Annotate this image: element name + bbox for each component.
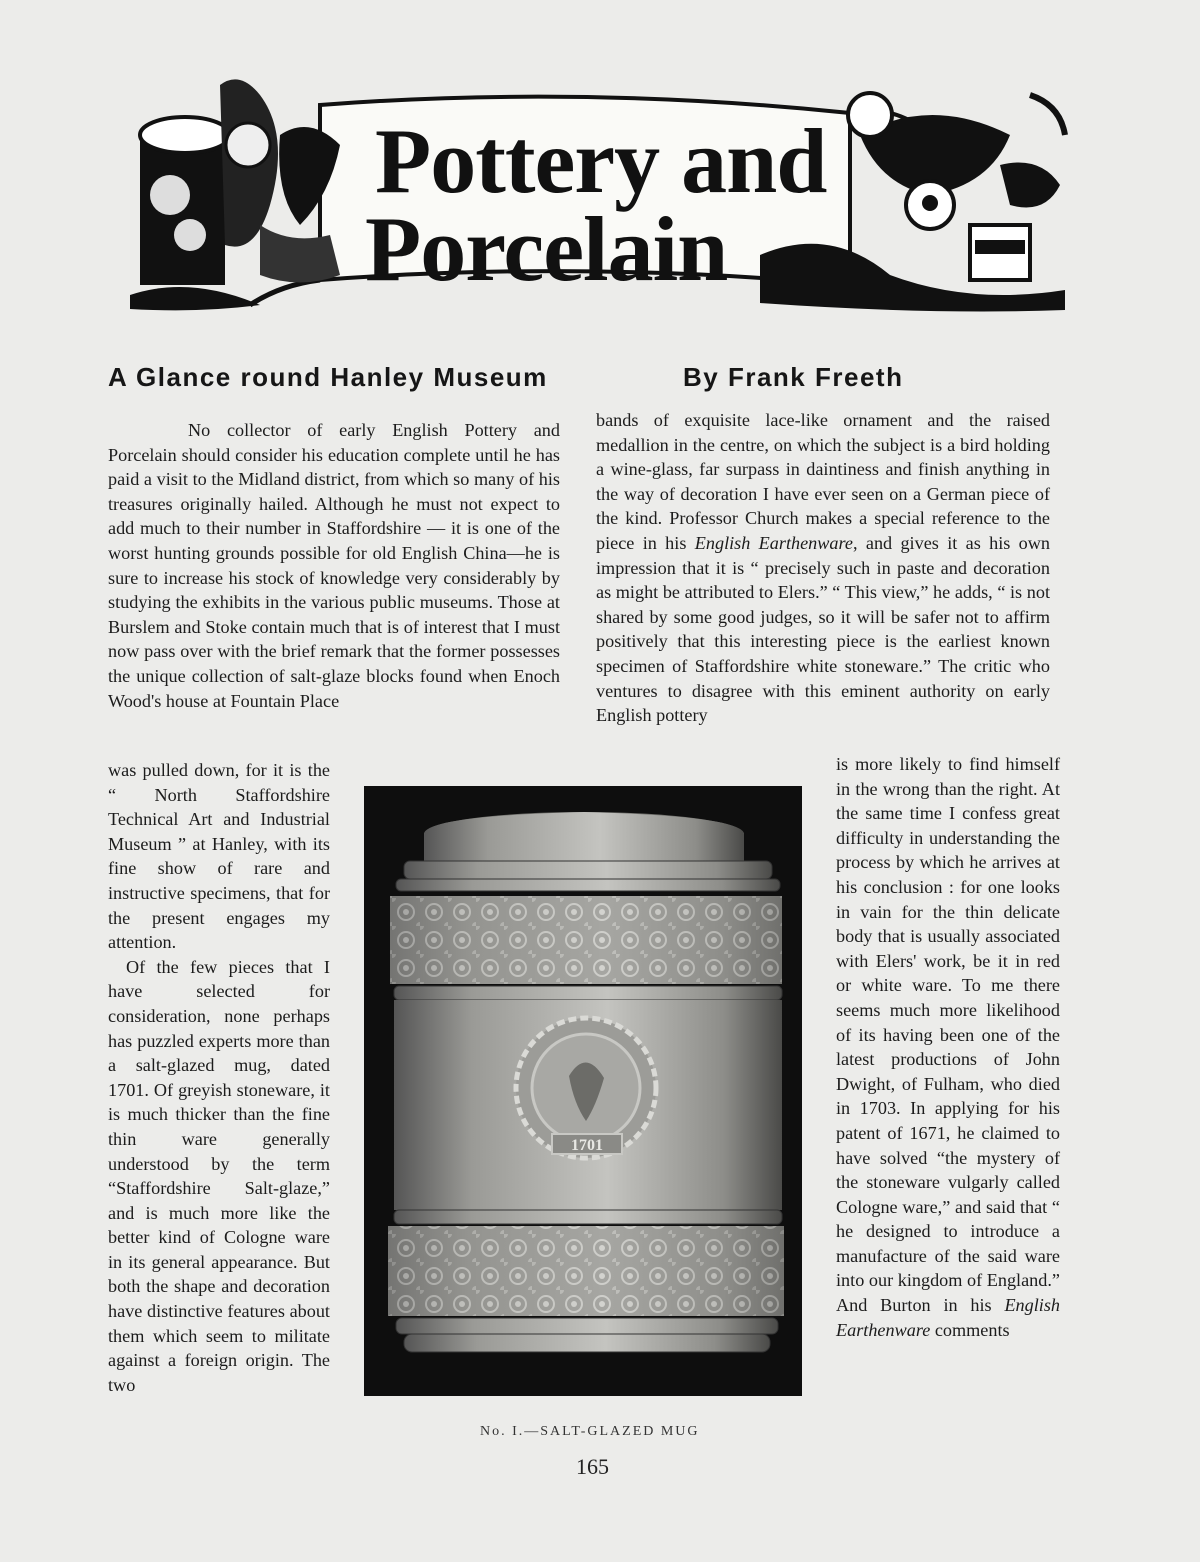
- salt-glazed-mug-image: [364, 786, 802, 1396]
- page-number: 165: [576, 1454, 609, 1479]
- book-title: English Earthenware: [836, 1295, 1061, 1340]
- book-title: English Earthenware: [694, 532, 853, 553]
- column-left-top: [108, 418, 560, 713]
- paragraph-intro: No collector of early English Pottery and Porcelain should consider his education complete until he has paid a visit to the Midland district, from which so many of his treasures originally hailed. Although he must not expect to add much to their number in Staffordshire — it is one of the worst hunting grounds possible for old English China—he is sure to increase his stock of knowledge very considerably by studying the exhibits in the various public museums. Those at Burslem and Stoke contain much that is of interest that I must now pass over with the brief remark that the former possesses the unique collection of salt-glaze blocks found when Enoch Wood's house at Fountain Place: [108, 420, 560, 711]
- text-run: is more likely to find himself in the wrong than the right. At the same time I confess great difficulty in understanding the process by which he arrives at his conclusion : for one looks in vain for the thin delicate body that is usually associated with Elers' work, be it in red or white ware. To me there seems much more likelihood of its having been one of the latest productions of John Dwight, of Fulham, who died in 1703. In applying for his patent of 1671, he claimed to have solved “the mystery of the stoneware vulgarly called Cologne ware,” and said that “ he designed to introduce a manufacture of the said ware into our kingdom of England.” And Burton in his: [836, 754, 1060, 1316]
- article-title: A Glance round Hanley Museum: [108, 362, 548, 392]
- banner-title-line-1: Pottery and: [375, 110, 827, 212]
- medallion-date: 1701: [571, 1137, 603, 1154]
- paragraph-mug: Of the few pieces that I have selected for consideration, none perhaps has puzzled experts more than a salt-glazed mug, dated 1701. Of greyish stoneware, it is much thicker than the fine thin ware generally understood by the term “Staffordshire Salt-glaze,” and is much more like the better kind of Cologne ware in its general appearance. But both the shape and decoration have distinctive features about them which seem to militate against a foreign origin. The two: [108, 956, 330, 1395]
- mug-photograph: [364, 786, 802, 1396]
- byline: By Frank Freeth: [683, 362, 904, 392]
- text-run: bands of exquisite lace-like ornament and the raised medallion in the centre, on which the subject is a bird holding a wine-glass, far surpass in daintiness and finish anything in the way of decoration I have ever seen on a German piece of the kind. Professor Church makes a special reference to the piece in his: [596, 410, 1050, 553]
- paragraph-ornament: [596, 408, 1050, 728]
- column-right-bottom: [836, 752, 1060, 1342]
- text-run: comments: [930, 1319, 1010, 1340]
- banner-title-line-2: Porcelain: [365, 198, 728, 300]
- header-banner: [130, 75, 1070, 315]
- column-right-top: [596, 408, 1050, 728]
- paragraph-dwight: [836, 752, 1060, 1342]
- paragraph-museum: was pulled down, for it is the “ North Staffordshire Technical Art and Industrial Museum ” at Hanley, with its fine show of rare and instructive specimens, that for the present engages my attention.: [108, 760, 330, 953]
- text-run: , and gives it as his own impression that it is “ precisely such in paste and decoration as might be attributed to Elers.” “ This view,” he adds, “ is not shared by some good judges, so it will be safer not to affirm positively that this interesting piece is the earliest known specimen of Staffordshire white stoneware.” The critic who ventures to disagree with this eminent authority on early English pottery: [596, 532, 1051, 726]
- figure-caption: No. I.—SALT-GLAZED MUG: [480, 1424, 700, 1439]
- column-left-bottom: [108, 758, 330, 1397]
